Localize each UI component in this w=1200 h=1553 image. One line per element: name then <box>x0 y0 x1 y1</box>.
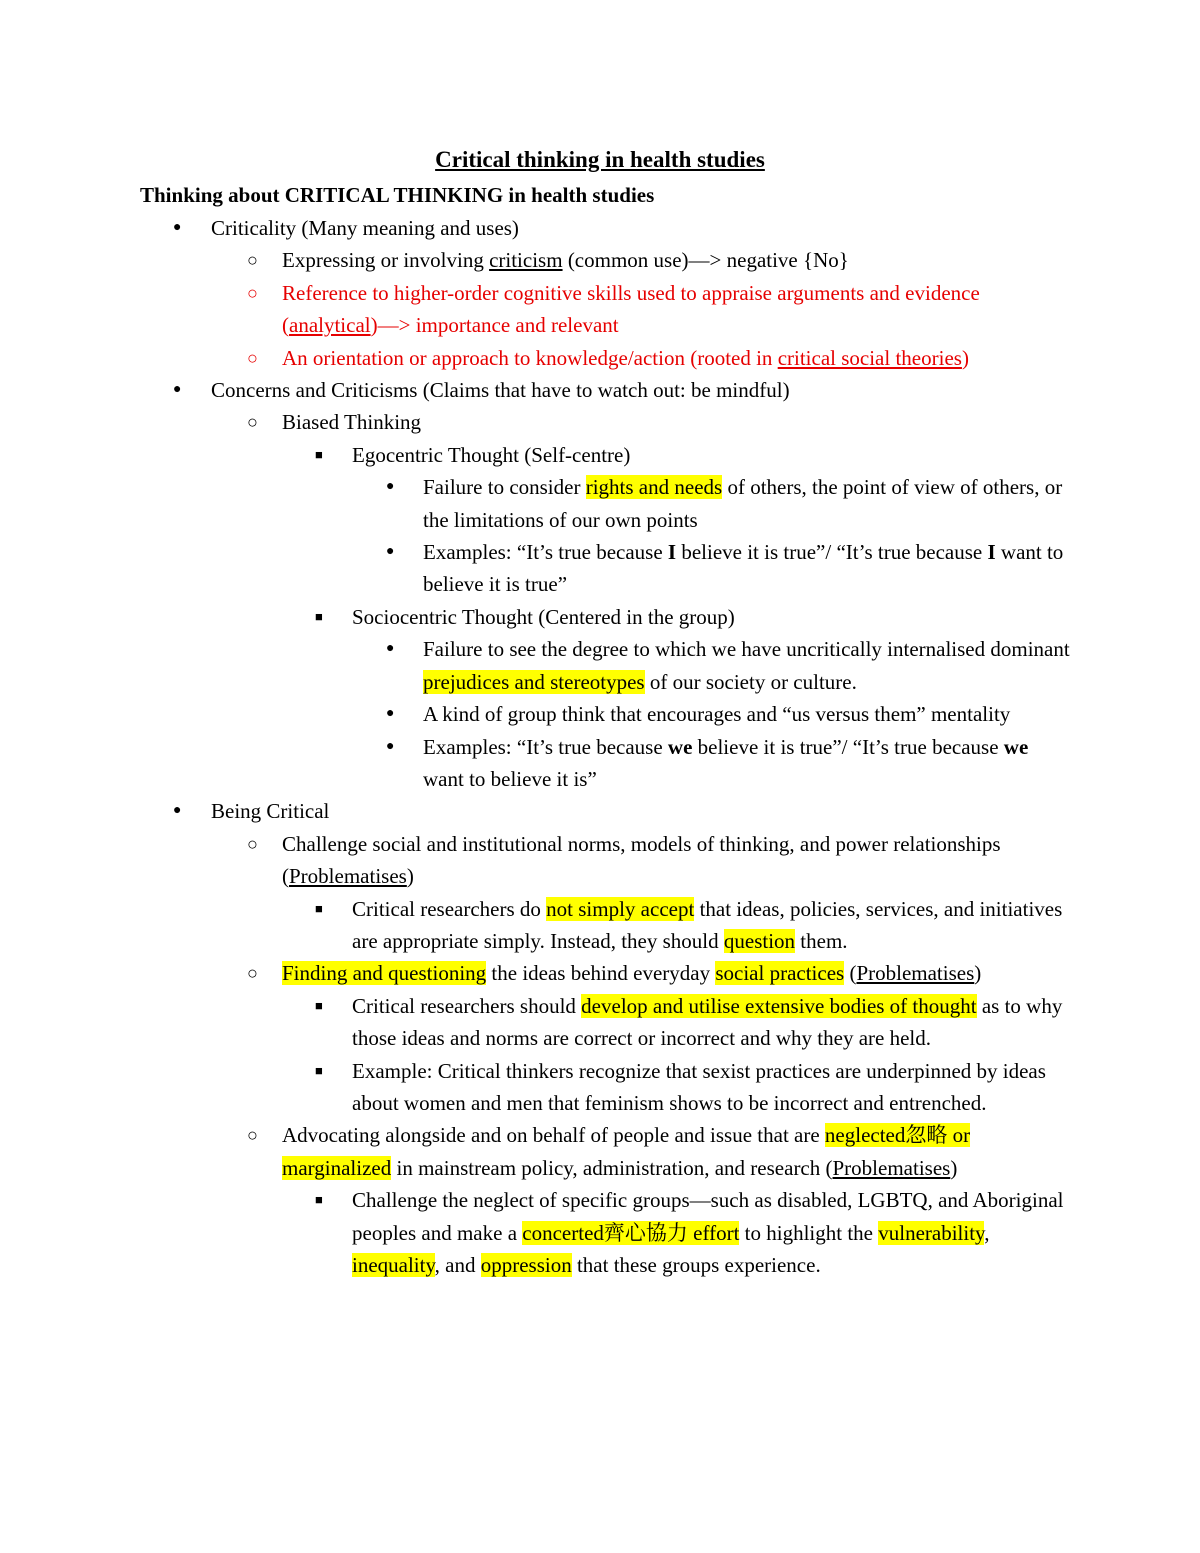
list-item-challenge: ○ Challenge social and institutional norms, models of thinking, and power relationships (Problematises) <box>282 828 1072 893</box>
highlight: concerted齊心協力 effort <box>522 1220 740 1245</box>
filled-circle-bullet-icon: ● <box>173 220 182 235</box>
section-heading: Thinking about CRITICAL THINKING in health studies <box>140 183 655 207</box>
list-item-socio-examples: ● Examples: “It’s true because we believe it is true”/ “It’s true because we want to believe it is” <box>423 731 1073 796</box>
list-item-being-critical: ● Being Critical <box>211 795 1071 827</box>
list-item-ego-failure: ● Failure to consider rights and needs of others, the point of view of others, or the limitations of our own points <box>423 471 1073 536</box>
square-bullet-icon: ■ <box>315 997 323 1013</box>
square-bullet-icon: ■ <box>315 446 323 462</box>
list-item-concerns: ● Concerns and Criticisms (Claims that have to watch out: be mindful) <box>211 374 1071 406</box>
list-item-sociocentric: ■ Sociocentric Thought (Centered in the group) <box>352 601 1072 633</box>
highlight: question <box>723 928 796 953</box>
filled-circle-bullet-icon: ● <box>386 641 395 657</box>
hollow-circle-bullet-icon: ○ <box>247 833 258 854</box>
filled-circle-bullet-icon: ● <box>386 738 395 754</box>
square-bullet-icon: ■ <box>315 900 323 916</box>
highlight: inequality <box>352 1253 435 1277</box>
list-item-orientation: ○ An orientation or approach to knowledge/action (rooted in critical social theories) <box>282 342 1072 374</box>
square-bullet-icon: ■ <box>315 608 323 624</box>
list-item-groupthink: ● A kind of group think that encourages and “us versus them” mentality <box>423 698 1073 730</box>
page-title: Critical thinking in health studies <box>435 147 765 172</box>
list-item-finding: ○ Finding and questioning the ideas behind everyday social practices (Problematises) <box>282 957 1072 989</box>
list-item-biased-thinking: ○ Biased Thinking <box>282 406 1072 438</box>
filled-circle-bullet-icon: ● <box>173 803 182 819</box>
hollow-circle-bullet-icon: ○ <box>247 347 258 368</box>
list-item-example-sexist: ■ Example: Critical thinkers recognize that sexist practices are underpinned by ideas about women and men that feminism shows to be incorrect and entrenched. <box>352 1055 1072 1120</box>
filled-circle-bullet-icon: ● <box>386 706 395 722</box>
filled-circle-bullet-icon: ● <box>386 479 395 495</box>
list-item-researchers-accept: ■ Critical researchers do not simply accept that ideas, policies, services, and initiatives are appropriate simply. Instead, they should question them. <box>352 893 1072 958</box>
list-item-advocating: ○ Advocating alongside and on behalf of people and issue that are neglected忽略 or marginalized in mainstream policy, administration, and research (Problematises) <box>282 1119 1072 1184</box>
highlight: oppression <box>480 1253 572 1277</box>
list-item-researchers-develop: ■ Critical researchers should develop and utilise extensive bodies of thought as to why those ideas and norms are correct or incorrect and why they are held. <box>352 990 1072 1055</box>
hollow-circle-bullet-icon: ○ <box>247 250 258 271</box>
outline-list <box>0 212 1200 1281</box>
square-bullet-icon: ■ <box>315 1192 323 1208</box>
list-item-socio-failure: ● Failure to see the degree to which we have uncritically internalised dominant prejudices and stereotypes of our society or culture. <box>423 633 1073 698</box>
list-item-egocentric: ■ Egocentric Thought (Self-centre) <box>352 439 1072 471</box>
filled-circle-bullet-icon: ● <box>386 544 395 560</box>
highlight: Finding and questioning <box>282 961 487 986</box>
highlight: develop and utilise extensive bodies of thought <box>581 993 977 1018</box>
hollow-circle-bullet-icon: ○ <box>247 282 258 303</box>
list-item-expressing: ○ Expressing or involving criticism (common use)—> negative {No} <box>282 244 1072 276</box>
list-item-reference: ○ Reference to higher-order cognitive skills used to appraise arguments and evidence (analytical)—> importance and relevant <box>282 277 1072 342</box>
highlight: prejudices and stereotypes <box>423 669 645 694</box>
filled-circle-bullet-icon: ● <box>173 382 182 398</box>
highlight: rights and needs <box>585 475 723 500</box>
highlight: neglected忽略 or marginalized <box>282 1123 971 1180</box>
square-bullet-icon: ■ <box>315 1062 323 1078</box>
hollow-circle-bullet-icon: ○ <box>247 412 258 433</box>
highlight: social practices <box>715 961 845 986</box>
hollow-circle-bullet-icon: ○ <box>247 963 258 984</box>
highlight: vulnerability <box>878 1220 985 1245</box>
list-item-ego-examples: ● Examples: “It’s true because I believe it is true”/ “It’s true because I want to believe it is true” <box>423 536 1073 601</box>
highlight: not simply accept <box>546 896 695 921</box>
hollow-circle-bullet-icon: ○ <box>247 1125 258 1146</box>
list-item-criticality: ● Criticality (Many meaning and uses) <box>211 212 1071 244</box>
list-item-neglect: ■ Challenge the neglect of specific groups—such as disabled, LGBTQ, and Aboriginal peoples and make a concerted齊心協力 effort to highlight the vulnerability, inequality, and oppression that these groups experience. <box>352 1184 1072 1281</box>
